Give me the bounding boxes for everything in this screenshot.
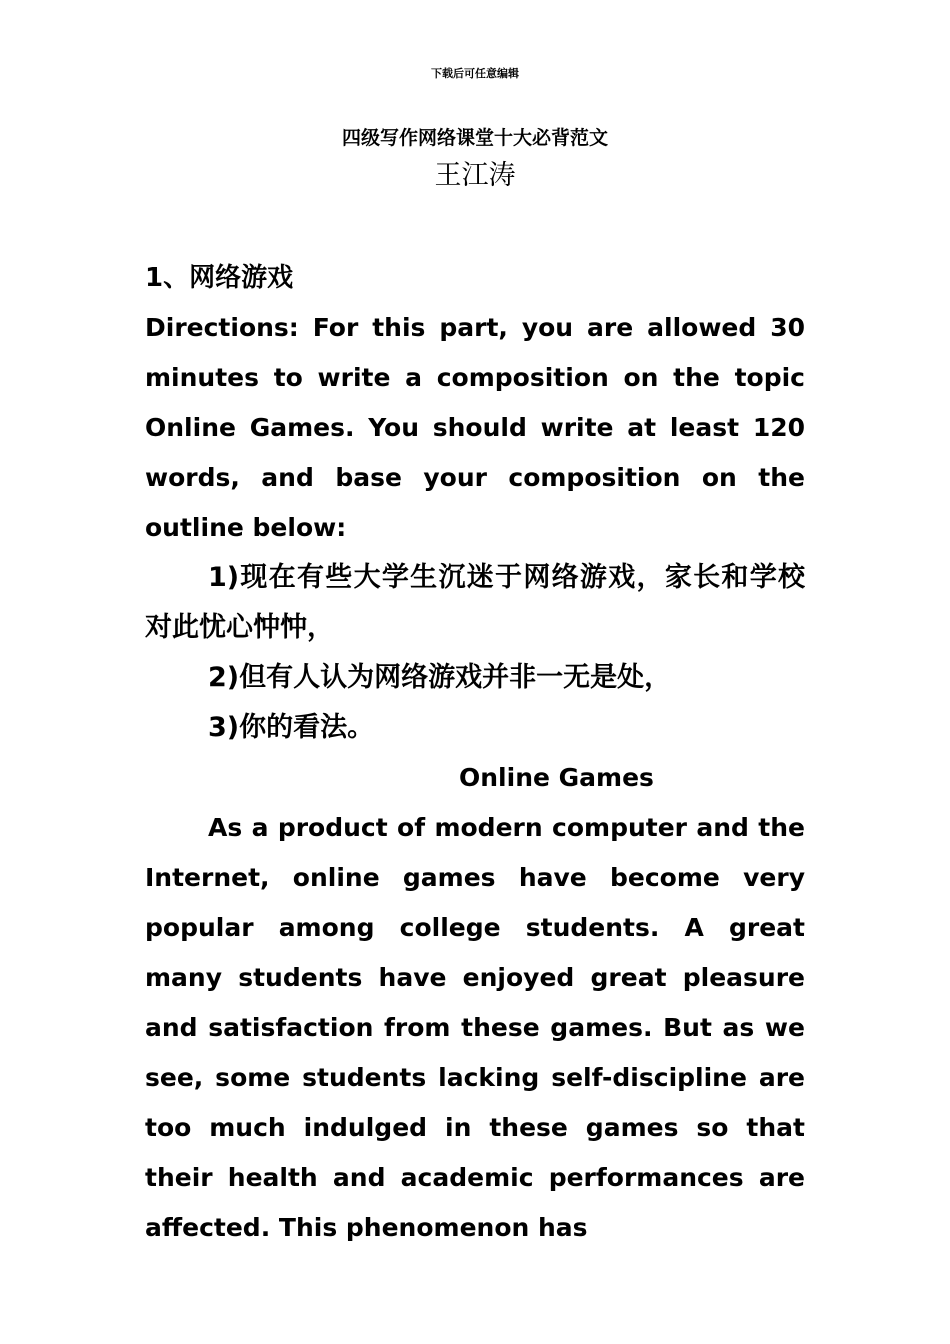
- document-body: [145, 253, 805, 1253]
- header-note: 下载后可任意编辑: [431, 67, 519, 80]
- outline-item-3: 3)你的看法。: [208, 712, 375, 743]
- directions-paragraph: Directions: For this part, you are allowed 30 minutes to write a composition on the topic Online Games. You should write at least 120 words, and base your composition on the outline below:: [145, 313, 805, 542]
- essay-title: Online Games: [459, 763, 654, 792]
- document-title: 四级写作网络课堂十大必背范文: [341, 127, 608, 149]
- document-author: 王江涛: [434, 160, 516, 191]
- outline-item-2: 2)但有人认为网络游戏并非一无是处，: [208, 662, 672, 693]
- outline-item-1: 1)现在有些大学生沉迷于网络游戏，家长和学校对此忧心忡忡，: [145, 562, 805, 643]
- section-heading: 1、网络游戏: [145, 263, 294, 293]
- essay-paragraph: As a product of modern computer and the Internet, online games have become very popular among college students. A great many students have enjoyed great pleasure and satisfaction from these games. But as we see, some students lacking self-discipline are too much indulged in these games so that their health and academic performances are affected. This phenomenon has: [145, 813, 805, 1242]
